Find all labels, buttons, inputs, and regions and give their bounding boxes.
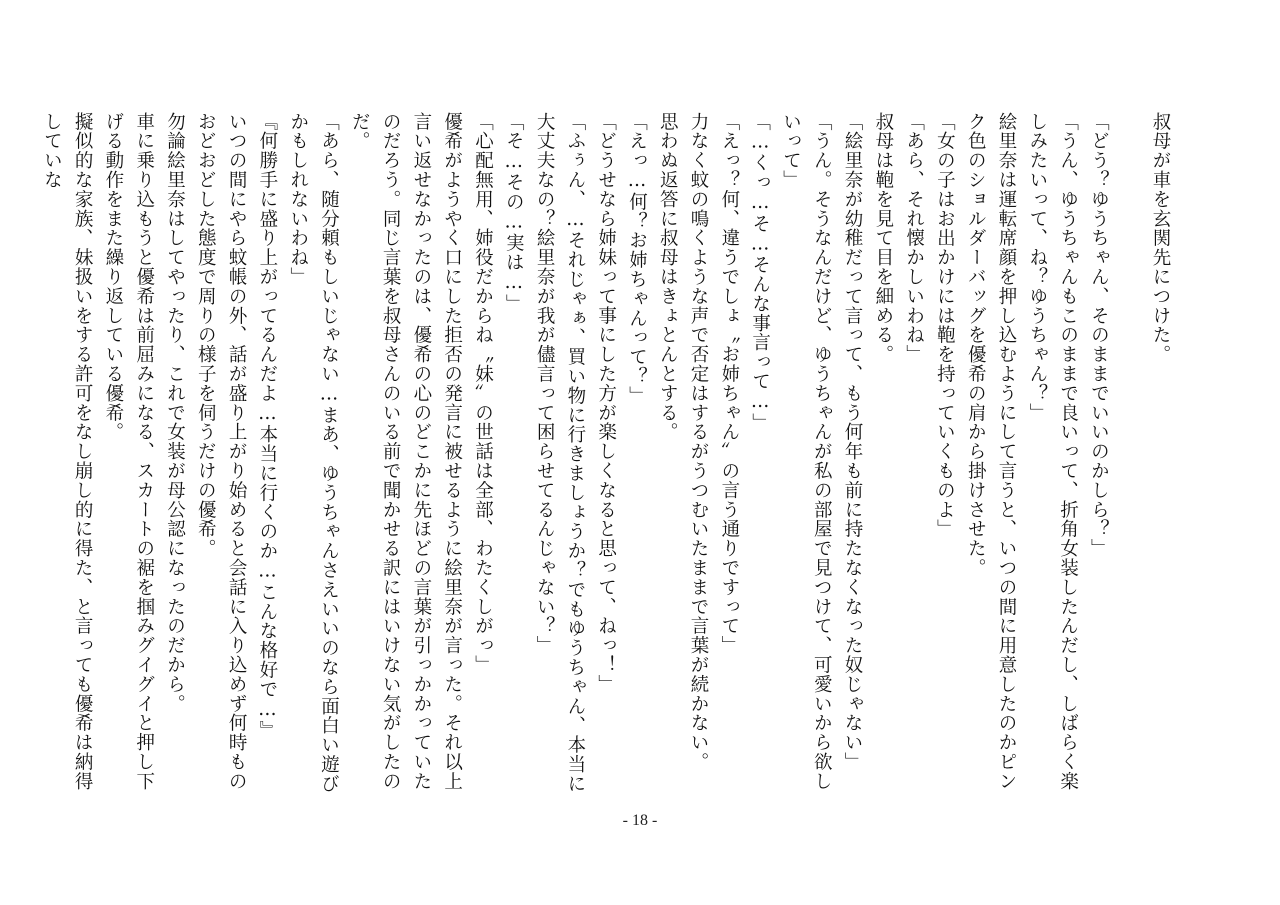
text-line: 「女の子はお出かけには鞄を持っていくものよ」	[934, 112, 956, 539]
text-line: 「心配無用、姉役だからね〝妹〟の世話は全部、わたくしがっ」	[472, 112, 494, 675]
text-line: いつの間にやら蚊帳の外、話が盛り上がり始めると会話に入り込めず何時ものおどおどした態度で周りの様子を伺うだけの優希。	[195, 112, 248, 791]
text-line: 「えっ…何？お姉ちゃんって？」	[626, 112, 648, 406]
text-line: 「…くっ…そ…そんな事言って…」	[749, 112, 771, 433]
text-line: 叔母が車を玄関先につけた。	[1150, 112, 1171, 365]
text-line: 力なく蚊の鳴くような声で否定はするがうつむいたままで言葉が続かない。	[688, 112, 710, 772]
text-line: 「うん、ゆうちゃんもこのままで良いって、折角女装したんだし、しばらく楽しみたいって、ね？ゆうちゃん？」	[1026, 112, 1079, 791]
text-line: 『何勝手に盛り上がってるんだよ…本当に行くのか…こんな格好で…』	[256, 112, 278, 741]
text-line: 「うん。そうなんだけど、ゆうちゃんが私の部屋で見つけて、可愛いから欲しいって」	[780, 112, 833, 791]
text-line: 「そ…その…実は…」	[503, 112, 525, 314]
text-line: 「あら、それ懐かしいわね」	[903, 112, 925, 365]
text-line: 「えっ？何、違うでしょ〝お姉ちゃん〟の言う通りですって」	[718, 112, 740, 656]
text-line: 「どうせなら姉妹って事にした方が楽しくなると思って、ねっ！」	[595, 112, 617, 694]
text-line: 勿論絵里奈はしてやったり、これで女装が母公認になったのだから。	[164, 112, 186, 714]
text-line: 思わぬ返答に叔母はきょとんとする。	[657, 112, 679, 442]
text-line: 「あら、随分頼もしいじゃない…まあ、ゆうちゃんさえいいのなら面白い遊びかもしれないわね」	[287, 112, 340, 794]
blank-line	[1113, 112, 1144, 802]
text-line: 優希がようやく口にした拒否の発言に被せるように絵里奈が言った。それ以上言い返せなかったのは、優希の心のどこかに先ほどの言葉が引っかかっていたのだろう。同じ言葉を叔母さんのいる前で聞かせる訳にはいけない気がしたのだ。	[349, 112, 463, 791]
text-line: 車に乗り込もうと優希は前屈みになる、スカートの裾を掴みグイグイと押し下げる動作をまた繰り返している優希。	[102, 112, 155, 791]
text-line: 叔母は鞄を見て目を細める。	[872, 112, 894, 365]
text-line: 「どう？ゆうちゃん、そのままでいいのかしら？」	[1088, 112, 1110, 559]
text-line: 擬似的な家族、妹扱いをする許可をなし崩し的に得た、と言っても優希は納得していな	[41, 112, 94, 791]
text-line: 絵里奈は運転席顔を押し込むようにして言うと、いつの間に用意したのかピンク色のショルダーバッグを優希の肩から掛けさせた。	[965, 112, 1018, 791]
text-line: 「絵里奈が幼稚だって言って、もう何年も前に持たなくなった奴じゃない」	[842, 112, 864, 772]
novel-body-text	[36, 112, 1175, 802]
page-number: - 18 -	[622, 812, 658, 829]
text-line: 「ふぅん、…それじゃぁ、買い物に行きましょうか？でもゆうちゃん、本当に大丈夫なの？絵里奈が我が儘言って困らせてるんじゃない？」	[534, 112, 586, 794]
